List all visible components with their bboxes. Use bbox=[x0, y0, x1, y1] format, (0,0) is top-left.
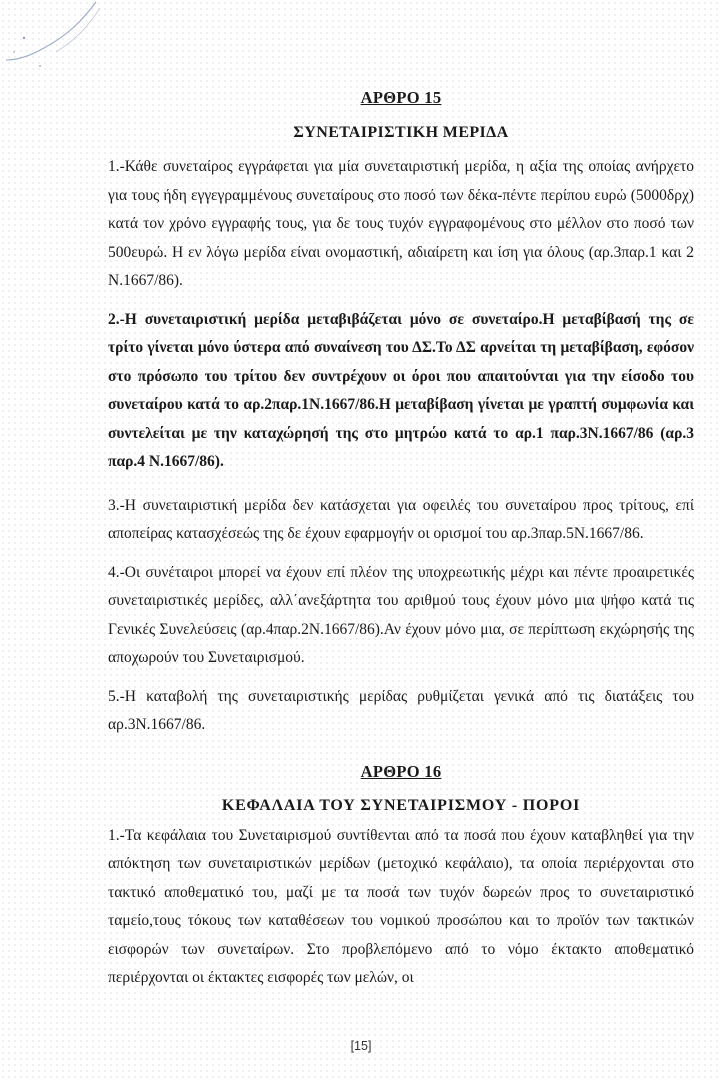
article-15-heading: ΑΡΘΡΟ 15 bbox=[360, 88, 442, 107]
document-page bbox=[108, 88, 694, 993]
article-15-subheading: ΣΥΝΕΤΑΙΡΙΣΤΙΚΗ ΜΕΡΙΔΑ bbox=[293, 124, 509, 141]
article-15-paragraph-2: 2.-Η συνεταιριστική μερίδα μεταβιβάζεται μόνο σε συνεταίρο.Η μεταβίβασή της σε τρίτο γίνεται μόνο ύστερα από συναίνεση του ΔΣ.Το ΔΣ αρνείται τη μεταβίβαση, εφόσον στο πρόσωπο του τρίτου δεν συντρέχουν οι όροι που απαιτούνται για την είσοδο του συνεταίρου κατά το αρ.2παρ.1Ν.1667/86.Η μεταβίβαση γίνεται με γραπτή συμφωνία και συντελείται με την καταχώρησή της στο μητρώο κατά το αρ.1 παρ.3Ν.1667/86 (αρ.3 παρ.4 Ν.1667/86). bbox=[108, 310, 694, 470]
article-15-paragraph-5: 5.-Η καταβολή της συνεταιριστικής μερίδας ρυθμίζεται γενικά από τις διατάξεις του αρ.3Ν.1667/86. bbox=[108, 687, 694, 733]
article-16-heading: ΑΡΘΡΟ 16 bbox=[360, 761, 442, 781]
article-16-paragraph-1: 1.-Τα κεφάλαια του Συνεταιρισμού συντίθενται από τα ποσά που έχουν καταβληθεί για την απόκτηση των συνεταιριστικών μερίδων (μετοχικό κεφάλαιο), τα οποία περιέρχονται στο τακτικό αποθεματικό του, μαζί με τα ποσά των τυχόν δωρεών προς το συνεταιριστικό ταμείο,τους τόκους των καταθέσεων του νομικού προσώπου και το προϊόν των τακτικών εισφορών των συνεταίρων. Στο προβλεπόμενο από το νόμο έκτακτο αποθεματικό περιέρχονται οι έκτακτες εισφορές των μελών, οι bbox=[108, 826, 694, 986]
page-number: [15] bbox=[350, 1039, 372, 1053]
article-16-subheading: ΚΕΦΑΛΑΙΑ ΤΟΥ ΣΥΝΕΤΑΙΡΙΣΜΟΥ - ΠΟΡΟΙ bbox=[221, 796, 581, 814]
article-15-paragraph-3: 3.-Η συνεταιριστική μερίδα δεν κατάσχεται για οφειλές του συνεταίρου προς τρίτους, επί αποπείρας κατασχέσεώς της δε έχουν εφαρμογήν οι ορισμοί του αρ.3παρ.5Ν.1667/86. bbox=[108, 496, 694, 542]
scan-corner-mark bbox=[0, 0, 110, 90]
article-15-paragraph-1: 1.-Κάθε συνεταίρος εγγράφεται για μία συνεταιριστική μερίδα, η αξία της οποίας ανήρχετο για τους ήδη εγγεγραμμένους συνεταίρους στο ποσό των δέκα-πέντε περίπου ευρώ (5000δρχ) κατά τον χρόνο εγγραφής τους, για δε τους τυχόν εγγραφομένους στο μέλλον στο ποσό των 500ευρώ. Η εν λόγω μερίδα είναι ονομαστική, αδιαίρετη και ίση για όλους (αρ.3παρ.1 και 2 Ν.1667/86). bbox=[108, 158, 694, 289]
article-15-paragraph-4: 4.-Οι συνέταιροι μπορεί να έχουν επί πλέον της υποχρεωτικής μέχρι και πέντε προαιρετικές συνεταιριστικές μερίδες, αλλ΄ανεξάρτητα του αριθμού τους έχουν μόνο μια ψήφο κατά τις Γενικές Συνελεύσεις (αρ.4παρ.2Ν.1667/86).Αν έχουν μόνο μια, σε περίπτωση εκχώρησής της αποχωρούν του Συνεταιρισμού. bbox=[108, 563, 694, 666]
